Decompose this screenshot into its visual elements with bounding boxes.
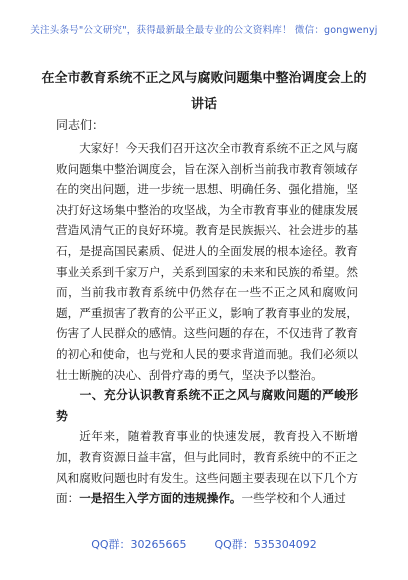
section-text: 近年来，随着教育事业的快速发展，教育投入不断增加，教育资源日益丰富，但与此同时，教育系统中的不正之风和腐败问题也时有发生。这些问题主要表现在以下几个方面： [56,429,358,506]
footer-qq-groups [0,536,408,552]
document-body [56,138,358,509]
section-bold-point: 一是招生入学方面的违规操作。 [79,491,242,506]
footer-qq-2: QQ群：535304092 [214,538,317,551]
section-heading: 一、充分认识教育系统不正之风与腐败问题的严峻形势 [56,388,358,423]
document-title: 在全市教育系统不正之风与腐败问题集中整治调度会上的讲话 [41,71,367,112]
section-text-tail: 一些学校和个人通过 [241,491,346,506]
greeting: 同志们： [56,118,105,132]
body-paragraph: 大家好！今天我们召开这次全市教育系统不正之风与腐败问题集中整治调度会，旨在深入剖析当前我市教育领域存在的突出问题，进一步统一思想、明确任务、强化措施，坚决打好这场集中整治的攻坚战，为全市教育事业的健康发展营造风清气正的良好环境。教育是民族振兴、社会进步的基石，是提高国民素质、促进人的全面发展的根本途径。教育事业关系到千家万户，关系到国家的未来和民族的希望。然而，当前我市教育系统中仍然存在一些不正之风和腐败问题，严重损害了教育的公平正义，影响了教育事业的发展，伤害了人民群众的感情。这些问题的存在，不仅违背了教育的初心和使命，也与党和人民的要求背道而驰。我们必须以壮士断腕的决心、刮骨疗毒的勇气，坚决予以整治。 [56,141,358,382]
header-promo-note: 关注头条号"公文研究"，获得最新最全最专业的公文资料库！ 微信：gongwenyj [30,25,378,36]
body-paragraph [56,426,358,508]
footer-qq-1: QQ群：30265665 [91,538,187,551]
